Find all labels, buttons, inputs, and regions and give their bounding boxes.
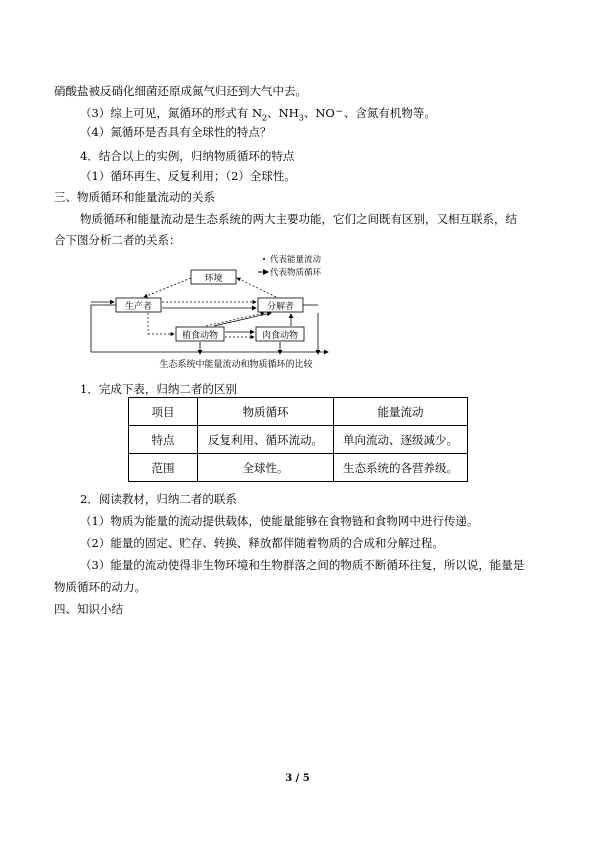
text-line: 1．完成下表，归纳二者的区别 [80, 382, 237, 396]
producer-label: 生产者 [124, 302, 153, 312]
carnivore-label: 肉食动物 [261, 331, 299, 341]
text-line: 合下图分析二者的关系： [54, 233, 181, 247]
text-line: 2．阅读教材，归纳二者的联系 [80, 492, 237, 506]
decomposer-label: 分解者 [266, 302, 295, 312]
text-line: （3）能量的流动使得非生物环境和生物群落之间的物质不断循环往复，所以说，能量是 [80, 558, 525, 572]
text-line: 硝酸盐被反硝化细菌还原成氮气归还到大气中去。 [54, 84, 307, 98]
nitrate-superscript-glyph: − [335, 107, 344, 117]
energy-matter-diagram [86, 250, 356, 372]
table-cell: 生态系统的各营养级。 [334, 454, 468, 482]
text-line: （1）循环再生、反复利用；（2）全球性。 [80, 169, 296, 183]
text-line: 物质循环和能量流动是生态系统的两大主要功能，它们之间既有区别，又相互联系，结 [80, 212, 517, 226]
table-row [129, 426, 468, 454]
table-cell: 单向流动、逐级减少。 [334, 426, 468, 454]
text-line: （1）物质为能量的流动提供载体，使能量能够在食物链和食物网中进行传递。 [80, 514, 479, 528]
comparison-table [128, 397, 468, 482]
table-header-cell: 物质循环 [198, 398, 334, 426]
table-cell: 反复利用、循环流动。 [198, 426, 334, 454]
text-line: （4）氮循环是否具有全球性的特点？ [80, 125, 272, 139]
dashed-arrow [144, 278, 191, 297]
env-label: 环境 [204, 274, 223, 284]
section-heading: 四、知识小结 [54, 602, 123, 616]
legend-matter-label: 代表物质循环 [270, 268, 322, 278]
dashed-arrow [237, 278, 276, 297]
text-line: 物质循环的动力。 [54, 580, 146, 594]
section-heading: 三、物质循环和能量流动的关系 [54, 190, 215, 204]
table-row [129, 398, 468, 426]
table-cell: 范围 [129, 454, 198, 482]
table-cell: 全球性。 [198, 454, 334, 482]
legend-dot-icon [263, 258, 265, 260]
table-header-cell: 能量流动 [334, 398, 468, 426]
text-line: 4．结合以上的实例，归纳物质循环的特点 [80, 149, 295, 163]
dashed-arrow [206, 313, 264, 326]
text-line: （2）能量的固定、贮存、转换、释放都伴随着物质的合成和分解过程。 [80, 536, 444, 550]
table-row [129, 454, 468, 482]
solid-arrow [214, 313, 271, 326]
table-header-cell: 项目 [129, 398, 198, 426]
page-number: 3 / 5 [285, 773, 310, 784]
herbivore-label: 植食动物 [181, 331, 219, 341]
table-cell: 特点 [129, 426, 198, 454]
diagram-caption: 生态系统中能量流动和物质循环的比较 [159, 360, 313, 370]
legend-energy-label: 代表能量流动 [270, 255, 322, 265]
text-line: （3）综上可见，氮循环的形式有 $N_2$、$NH_3$、NO−、含氮有机物等。 [80, 106, 436, 123]
